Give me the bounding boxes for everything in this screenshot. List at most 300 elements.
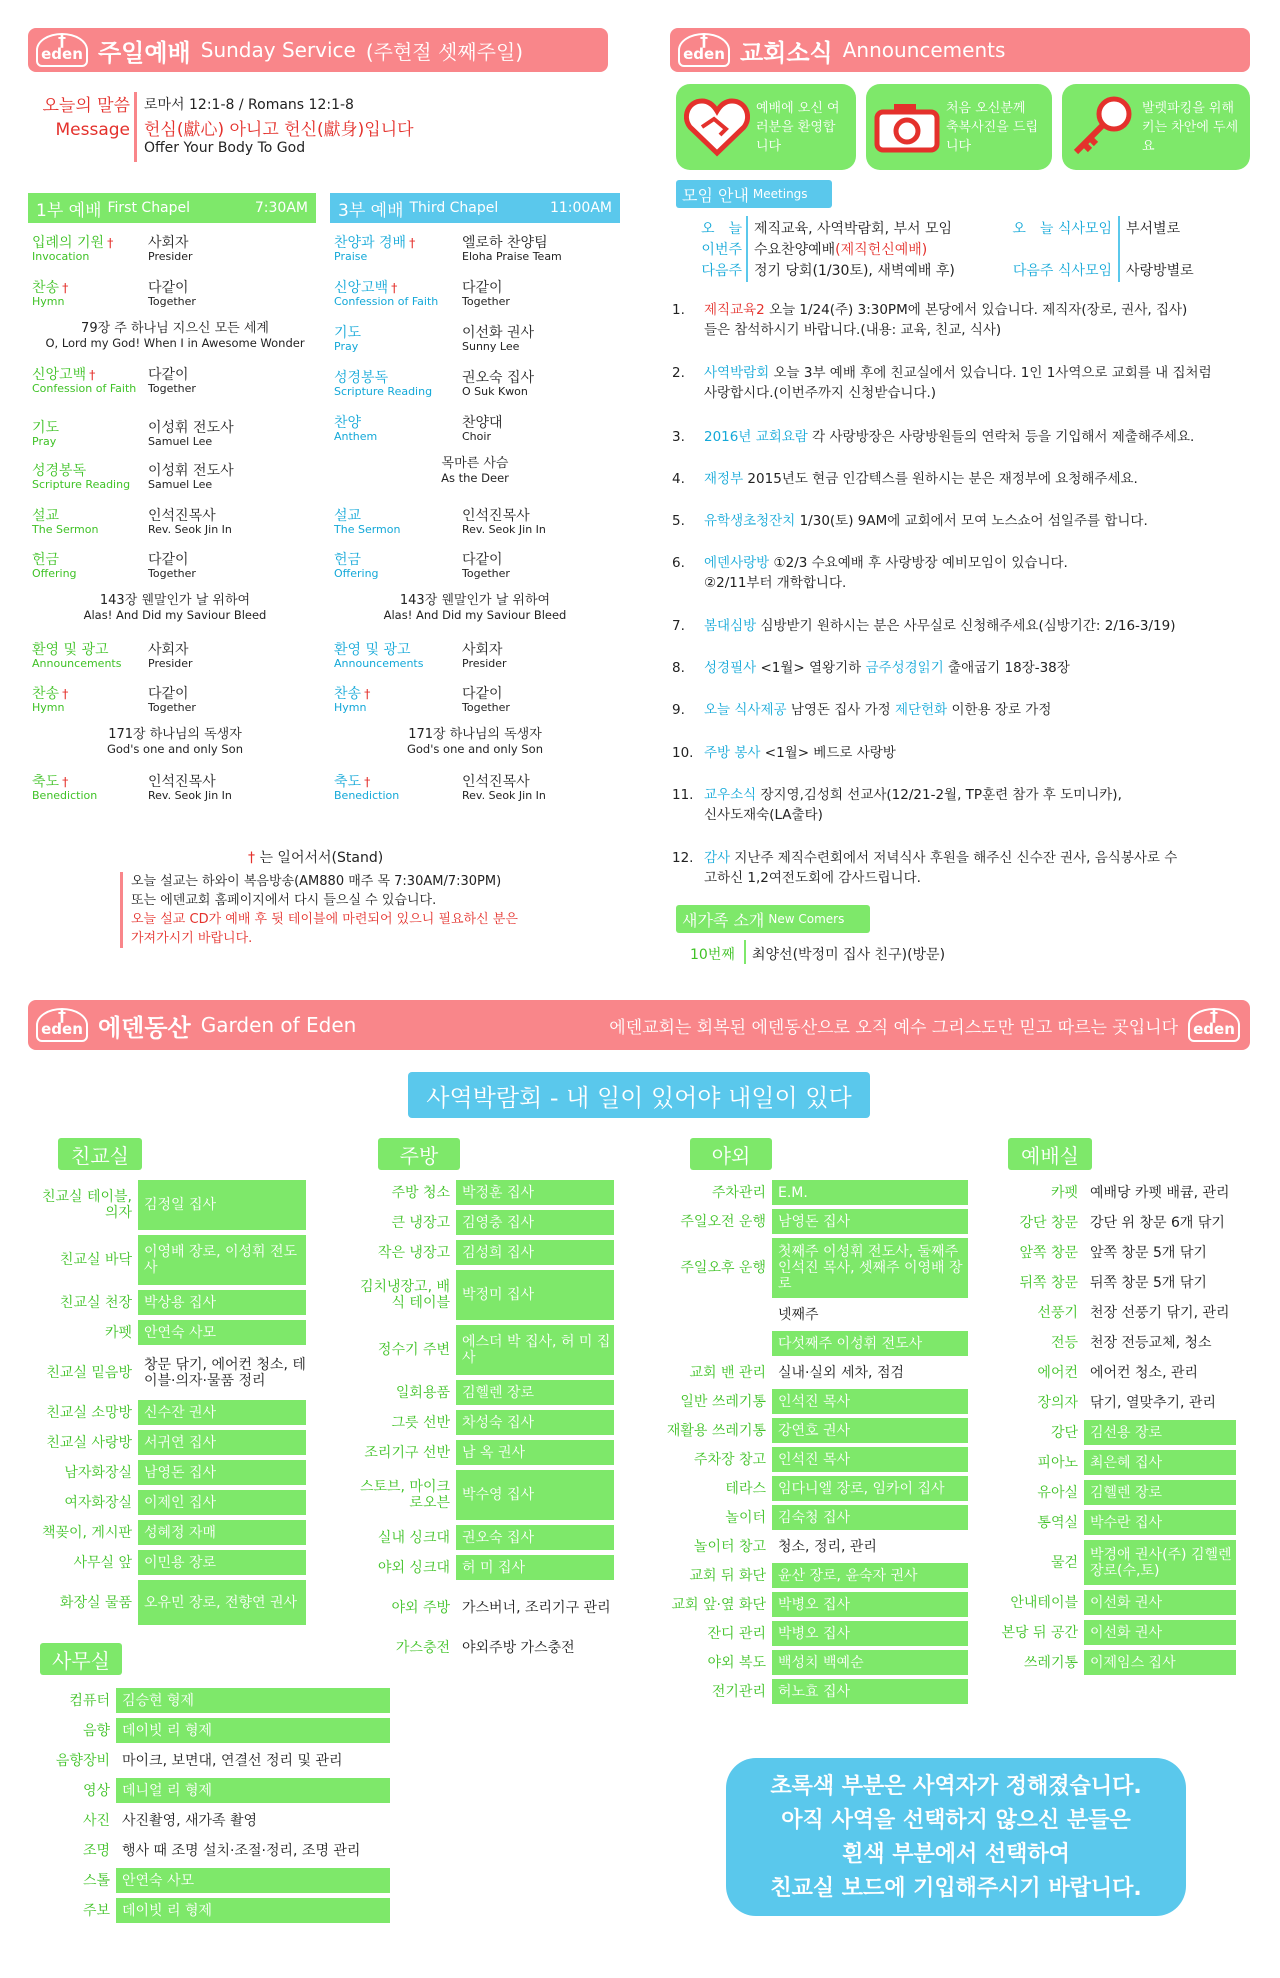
photo-tile [866, 84, 1052, 170]
duty-assignee: 뒤쪽 창문 5개 닦기 [1084, 1270, 1236, 1295]
third-leader-name: 이선화 권사 [462, 325, 535, 341]
meetings-divider [746, 216, 748, 282]
duty-assignee: 허노효 집사 [772, 1679, 968, 1704]
duty-assignee: 인석진 목사 [772, 1447, 968, 1472]
announcement-line [704, 300, 1268, 320]
col3-duty-row [654, 1621, 968, 1646]
meeting-detail-text: 수요찬양예배 [754, 242, 836, 258]
announcement-content [704, 553, 1268, 593]
duty-area: 주일오전 운행 [680, 1213, 766, 1230]
col3-duty-row [654, 1447, 968, 1472]
duty-assignee: 천장 선풍기 닦기, 관리 [1084, 1300, 1236, 1325]
first-leader-name-en: Rev. Seok Jin In [148, 523, 232, 536]
third-leader-name-en: Together [462, 295, 510, 308]
meeting-detail [754, 260, 955, 280]
eden-logo-icon: † eden [36, 1008, 88, 1042]
col4-duty-row [990, 1650, 1236, 1675]
duty-assignee: 안연숙 사모 [138, 1320, 306, 1345]
third-order-item [334, 508, 444, 536]
meeting-detail-text: 제직교육, 사역박람회, 부서 모임 [754, 221, 953, 237]
duty-assignee: 박경애 권사(주) 김헬렌 장로(수,토) [1084, 1540, 1236, 1585]
first-order-title-en: Hymn [32, 701, 65, 714]
col1-duty-row [36, 1400, 306, 1425]
duty-assignee: 이제인 집사 [138, 1490, 306, 1515]
duty-area: 조리기구 선반 [364, 1444, 450, 1461]
col3-duty-row [654, 1180, 968, 1205]
third-order-title-en: Confession of Faith [334, 295, 439, 308]
sunday-title-sub: (주현절 셋째주일) [365, 39, 524, 64]
first-leader-name: 다같이 [148, 686, 189, 702]
stand-note [248, 847, 383, 867]
first-order-title-en: Confession of Faith [32, 382, 137, 395]
third-order-title-en: Hymn [334, 701, 367, 714]
duty-assignee: 김헬렌 장로 [456, 1380, 614, 1405]
duty-assignee: 남 옥 권사 [456, 1440, 614, 1465]
announcement-line [704, 383, 1268, 403]
announcement-number: 12. [672, 850, 694, 866]
announcement-number: 9. [672, 702, 685, 718]
announcement-text: <1월> 베드로 사랑방 [764, 745, 896, 761]
duty-assignee: 김성희 집사 [456, 1240, 614, 1265]
announcement-item [668, 848, 1268, 888]
third-leader-name: 인석진목사 [462, 508, 530, 524]
third-leader-name-en: Rev. Seok Jin In [462, 523, 546, 536]
third-order-item [334, 415, 444, 443]
duty-assignee: 이민용 장로 [138, 1550, 306, 1575]
third-order-leader [462, 774, 546, 802]
duty-area: 남자화장실 [64, 1464, 132, 1481]
duty-area: 놀이터 창고 [693, 1538, 766, 1555]
duty-assignee: 실내·실외 세차, 점검 [772, 1360, 968, 1385]
broadcast-line-1: 오늘 설교는 하와이 복음방송(AM880 매주 목 7:30AM/7:30PM) [131, 874, 502, 889]
announcement-item [668, 469, 1268, 489]
col4-duty-row [990, 1450, 1236, 1475]
col2-duty-row [348, 1635, 614, 1660]
first-order-item [32, 686, 142, 714]
col1-duty-row [36, 1290, 306, 1315]
announcement-text: <1월> 열왕기하 [760, 660, 862, 676]
duty-area: 영상 [82, 1782, 110, 1799]
third-hymn-3-en: God's one and only Son [406, 742, 543, 756]
announcement-content [704, 785, 1268, 825]
announcement-item [668, 658, 1268, 678]
third-order-title: 찬양과 경배 [334, 235, 407, 251]
col4-duty-row [990, 1590, 1236, 1615]
newcomers-label-en: New Comers [768, 912, 845, 926]
announcement-line [704, 511, 1268, 531]
third-order-title-en: Announcements [334, 657, 424, 670]
first-leader-name: 사회자 [148, 235, 189, 251]
duty-assignee: 박병오 집사 [772, 1592, 968, 1617]
duty-area: 음향 [82, 1722, 110, 1739]
announcement-heading-2: 제단헌화 [895, 702, 948, 718]
duty-assignee: 윤산 장로, 윤숙자 권사 [772, 1563, 968, 1588]
third-hymn-2 [330, 594, 620, 622]
duty-assignee: 권오숙 집사 [456, 1525, 614, 1550]
third-psalm [440, 457, 510, 485]
first-order-title: 헌금 [32, 552, 60, 568]
first-order-leader [148, 280, 196, 308]
announcement-content [704, 511, 1268, 531]
third-leader-name-en: Eloha Praise Team [462, 250, 562, 263]
first-hymn-1 [30, 322, 320, 350]
duty-assignee: 임다니엘 장로, 임카이 집사 [772, 1476, 968, 1501]
duty-assignee: 강연호 권사 [772, 1418, 968, 1443]
meal-meeting-label: 오 늘 식사모임 [1012, 221, 1112, 237]
duty-assignee: 데니얼 리 형제 [116, 1778, 390, 1803]
announcement-heading: 사역박람회 [704, 365, 770, 381]
duty-area: 친교실 바닥 [59, 1252, 132, 1268]
announcement-number: 5. [672, 513, 685, 529]
duty-assignee: 천장 전등교체, 청소 [1084, 1330, 1236, 1355]
message-label-en: Message [55, 120, 130, 140]
col2-duty-row [348, 1380, 614, 1405]
third-order-title: 신앙고백 [334, 280, 389, 296]
duty-area: 유아실 [1037, 1484, 1078, 1501]
col2-duty-row [348, 1440, 614, 1465]
duty-area: 잔디 관리 [707, 1625, 766, 1642]
order-title-row [32, 552, 142, 568]
notice-line-3: 흰색 부분에서 선택하여 [842, 1842, 1070, 1867]
first-order-item [32, 463, 142, 491]
duty-assignee: 넷째주 [772, 1302, 968, 1327]
duty-area: 김치냉장고, 배식 테이블 [359, 1279, 450, 1311]
col1-duty-row [36, 1550, 306, 1575]
announcement-number: 6. [672, 555, 685, 571]
duty-assignee: 첫째주 이성휘 전도사, 둘째주 인석진 목사, 셋째주 이영배 장로 [772, 1238, 968, 1298]
col-kitchen-head: 주방 [378, 1138, 460, 1170]
broadcast-line-2: 또는 에덴교회 홈페이지에서 다시 들으실 수 있습니다. [131, 893, 437, 908]
duty-area: 쓰레기통 [1023, 1654, 1078, 1671]
announcement-text: 고하신 1,2여전도회에 감사드립니다. [704, 870, 921, 886]
order-title-row [334, 774, 444, 790]
third-order-title-en: Anthem [334, 430, 378, 443]
announcement-heading: 감사 [704, 850, 731, 866]
order-title-row [334, 370, 444, 386]
third-chapel-header [330, 193, 620, 223]
message-label-ko: 오늘의 말씀 [42, 96, 130, 116]
third-psalm-ko: 목마른 사슴 [441, 456, 509, 471]
announcement-line [704, 616, 1268, 636]
announcement-text: 지난주 제직수련회에서 저녁식사 후원을 해주신 신수잔 권사, 음식봉사로 수 [734, 850, 1178, 866]
meeting-detail [754, 239, 927, 259]
order-title-row [334, 552, 444, 568]
third-leader-name-en: Together [462, 567, 510, 580]
duty-area: 책꽂이, 게시판 [41, 1524, 132, 1541]
order-title-row [32, 463, 142, 479]
duty-area: 정수기 주변 [377, 1342, 450, 1358]
announcement-heading: 교우소식 [704, 787, 757, 803]
third-order-leader [462, 325, 534, 353]
announcement-content [704, 616, 1268, 636]
announcement-content [704, 658, 1268, 678]
duty-area: 친교실 사랑방 [46, 1434, 132, 1451]
meal-meeting-label: 다음주 식사모임 [1012, 263, 1112, 279]
news-title-en: Announcements [842, 38, 1006, 62]
col2-duty-row [348, 1240, 614, 1265]
duty-area: 일반 쓰레기통 [680, 1393, 766, 1410]
third-order-item [334, 642, 444, 670]
announcement-text-2: 이한용 장로 가정 [951, 702, 1052, 718]
duty-assignee: 안연숙 사모 [116, 1868, 390, 1893]
duty-area: 친교실 테이블, 의자 [41, 1189, 132, 1221]
col1-duty-row [36, 1520, 306, 1545]
announcement-text: 남영돈 집사 가정 [790, 702, 891, 718]
sunday-service-header [28, 28, 608, 72]
order-title-row [32, 774, 142, 790]
first-order-item [32, 508, 142, 536]
first-order-title-en: The Sermon [32, 523, 99, 536]
announcement-heading: 성경필사 [704, 660, 757, 676]
first-order-title: 찬송 [32, 686, 60, 702]
duty-assignee: 데이빗 리 형제 [116, 1898, 390, 1923]
stand-cross-icon: † [409, 235, 416, 250]
ministry-fair-banner: 사역박람회 - 내 일이 있어야 내일이 있다 [408, 1072, 870, 1118]
garden-motto: 에덴교회는 회복된 에덴동산으로 오직 예수 그리스도만 믿고 따르는 곳입니다 [609, 1017, 1178, 1038]
notice-line-4: 친교실 보드에 기입해주시기 바랍니다. [770, 1876, 1142, 1901]
announcement-content [704, 743, 1268, 763]
photo-tile-text: 처음 오신분께 축복사진을 드립니다 [946, 100, 1039, 154]
order-title-row [334, 642, 444, 658]
first-leader-name: 인석진목사 [148, 774, 216, 790]
duty-assignee: 이제임스 집사 [1084, 1650, 1236, 1675]
stand-cross-icon: † [62, 686, 69, 701]
duty-area: 전등 [1050, 1334, 1078, 1351]
notice-box [726, 1758, 1186, 1916]
meeting-day: 다음주 [701, 263, 742, 279]
third-leader-name-en: Rev. Seok Jin In [462, 789, 546, 802]
first-hymn-2-en: Alas! And Did my Saviour Bleed [83, 608, 267, 622]
duty-assignee: 신수잔 권사 [138, 1400, 306, 1425]
duty-assignee: 박수영 집사 [456, 1470, 614, 1520]
duty-assignee: 앞쪽 창문 5개 닦기 [1084, 1240, 1236, 1265]
duty-area: 조명 [82, 1842, 110, 1859]
valet-tile-text: 발렛파킹을 위해 키는 차안에 두세요 [1142, 100, 1239, 154]
garden-title-en: Garden of Eden [200, 1013, 357, 1037]
third-psalm-en: As the Deer [441, 471, 509, 485]
first-order-leader [148, 367, 196, 395]
col1-duty-row [36, 1235, 306, 1285]
col-sanctuary-head: 예배실 [1008, 1138, 1092, 1170]
announcement-line [704, 785, 1268, 805]
duty-assignee: 박병오 집사 [772, 1621, 968, 1646]
duty-assignee: 강단 위 창문 6개 닦기 [1084, 1210, 1236, 1235]
order-title-row [334, 415, 444, 431]
stand-cross-icon: † [62, 774, 69, 789]
duty-assignee: 에스더 박 집사, 허 미 집사 [456, 1325, 614, 1375]
third-order-leader [462, 415, 503, 443]
announcement-line [704, 363, 1268, 383]
third-order-item [334, 686, 444, 714]
announcement-content [704, 363, 1268, 403]
first-leader-name: 다같이 [148, 552, 189, 568]
news-title-ko: 교회소식 [740, 38, 833, 67]
col5-duty-row [36, 1868, 390, 1893]
col1-duty-row [36, 1320, 306, 1345]
third-order-item [334, 774, 444, 802]
third-leader-name-en: Presider [462, 657, 507, 670]
third-order-item [334, 370, 444, 398]
first-order-leader [148, 235, 193, 263]
first-leader-name: 사회자 [148, 642, 189, 658]
message-label [34, 94, 130, 142]
third-leader-name-en: Choir [462, 430, 491, 443]
announcement-line [704, 658, 1268, 678]
first-order-title-en: Scripture Reading [32, 478, 131, 491]
stand-cross-icon: † [107, 235, 114, 250]
duty-assignee: 사진촬영, 새가족 촬영 [116, 1808, 390, 1833]
announcement-content [704, 700, 1268, 720]
first-order-leader [148, 774, 232, 802]
duty-assignee: 김숙청 집사 [772, 1505, 968, 1530]
first-leader-name-en: Presider [148, 657, 193, 670]
col1-duty-row [36, 1490, 306, 1515]
col2-duty-row [348, 1325, 614, 1375]
newcomers-label [676, 905, 870, 933]
duty-assignee: 허 미 집사 [456, 1555, 614, 1580]
first-order-leader [148, 420, 234, 448]
col5-duty-row [36, 1688, 390, 1713]
duty-area: 큰 냉장고 [391, 1214, 450, 1231]
third-order-title-en: The Sermon [334, 523, 401, 536]
col1-duty-row [36, 1460, 306, 1485]
first-leader-name-en: Together [148, 701, 196, 714]
announcement-text: 사랑합시다.(이번주까지 신청받습니다.) [704, 385, 937, 401]
announcement-heading: 에덴사랑방 [704, 555, 770, 571]
first-order-item [32, 774, 142, 802]
duty-area: 전기관리 [711, 1683, 766, 1700]
first-hymn-1-en: O, Lord my God! When I in Awesome Wonder [45, 336, 305, 350]
duty-assignee: 예배당 카펫 배큠, 관리 [1084, 1180, 1236, 1205]
announcement-line [704, 868, 1268, 888]
eden-logo-icon: † eden [678, 33, 730, 67]
announcement-heading: 주방 봉사 [704, 745, 761, 761]
announcement-item [668, 743, 1268, 763]
meeting-detail-highlight: (제직헌신예배) [835, 242, 928, 258]
duty-assignee: 김헬렌 장로 [1084, 1480, 1236, 1505]
announcement-heading: 재정부 [704, 471, 744, 487]
notice-line-1: 초록색 부분은 사역자가 정해졌습니다. [770, 1774, 1142, 1799]
heart-handshake-icon [682, 92, 752, 162]
announcement-text: ①2/3 수요예배 후 사랑방장 예비모임이 있습니다. [773, 555, 1068, 571]
duty-area: 주방 청소 [391, 1184, 450, 1201]
duty-area: 사진 [82, 1812, 110, 1829]
col4-duty-row [990, 1270, 1236, 1295]
announcements-header [670, 28, 1250, 72]
third-order-title-en: Offering [334, 567, 379, 580]
first-order-leader [148, 463, 234, 491]
col1-duty-row [36, 1580, 306, 1625]
col3-duty-row [654, 1563, 968, 1588]
announcement-item [668, 700, 1268, 720]
third-leader-name-en: Together [462, 701, 510, 714]
duty-assignee: 이선화 권사 [1084, 1590, 1236, 1615]
duty-area: 음향장비 [55, 1752, 110, 1769]
announcement-heading-2: 금주성경읽기 [865, 660, 944, 676]
col4-duty-row [990, 1330, 1236, 1355]
col3-duty-row [654, 1505, 968, 1530]
first-order-item [32, 235, 142, 263]
col3-duty-row [654, 1650, 968, 1675]
col5-duty-row [36, 1778, 390, 1803]
announcement-number: 1. [672, 302, 685, 318]
broadcast-cd-line-2: 가져가시기 바랍니다. [131, 931, 253, 946]
duty-assignee: 창문 닦기, 에어컨 청소, 테이블·의자·물품 정리 [138, 1350, 306, 1395]
announcement-text: 들은 참석하시기 바랍니다.(내용: 교육, 친교, 식사) [704, 322, 1002, 338]
sermon-title-en: Offer Your Body To God [144, 140, 306, 156]
duty-area: 에어컨 [1037, 1364, 1078, 1381]
stand-cross-icon: † [391, 280, 398, 295]
duty-assignee: 성혜정 자매 [138, 1520, 306, 1545]
col3-duty-row [654, 1534, 968, 1559]
announcement-line [704, 427, 1268, 447]
third-order-item [334, 552, 444, 580]
order-title-row [334, 686, 444, 702]
stand-cross-icon: † [364, 686, 371, 701]
col4-duty-row [990, 1240, 1236, 1265]
stand-cross-icon: † [248, 850, 255, 866]
meeting-day: 이번주 [701, 242, 742, 258]
first-order-item [32, 367, 142, 395]
meetings-label-ko: 모임 안내 [682, 185, 749, 205]
col1-duty-row [36, 1180, 306, 1230]
col1-duty-row [36, 1430, 306, 1455]
duty-area: 통역실 [1037, 1514, 1078, 1531]
duty-area: 교회 뒤 화단 [689, 1567, 766, 1584]
duty-area: 피아노 [1037, 1454, 1078, 1471]
order-title-row [334, 280, 444, 296]
third-hymn-2-en: Alas! And Did my Saviour Bleed [383, 608, 567, 622]
newcomer-divider [744, 940, 746, 964]
duty-assignee: 김승현 형제 [116, 1688, 390, 1713]
announcement-heading: 제직교육2 [704, 302, 765, 318]
welcome-tile [676, 84, 856, 170]
third-order-leader [462, 508, 546, 536]
duty-area: 주차관리 [711, 1184, 766, 1201]
third-leader-name: 인석진목사 [462, 774, 530, 790]
meeting-detail [754, 218, 952, 238]
first-order-item [32, 552, 142, 580]
duty-area: 강단 [1050, 1424, 1078, 1441]
announcement-line [704, 320, 1268, 340]
third-order-title-en: Pray [334, 340, 359, 353]
meal-divider [1118, 216, 1120, 282]
first-leader-name: 이성휘 전도사 [148, 463, 234, 479]
duty-area: 친교실 밑음방 [46, 1364, 132, 1381]
announcement-text: 1/30(토) 9AM에 교회에서 모여 노스쇼어 섬일주를 합니다. [799, 513, 1148, 529]
announcement-text: 2015년도 현금 인감텍스를 원하시는 분은 재정부에 요청해주세요. [747, 471, 1138, 487]
duty-assignee: 김정일 집사 [138, 1180, 306, 1230]
third-order-title: 찬양 [334, 415, 362, 431]
broadcast-box [120, 872, 550, 948]
order-title-row [32, 235, 142, 251]
first-order-leader [148, 686, 196, 714]
announcement-line [704, 805, 1268, 825]
duty-area: 그릇 선반 [391, 1414, 450, 1431]
announcement-number: 2. [672, 365, 685, 381]
duty-area: 스토브, 마이크로오븐 [359, 1479, 450, 1511]
third-chapel-label-en: Third Chapel [409, 200, 499, 216]
first-leader-name-en: Samuel Lee [148, 478, 213, 491]
order-title-row [32, 686, 142, 702]
announcement-line [704, 553, 1268, 573]
meeting-day: 오 늘 [700, 221, 742, 237]
first-order-title: 입례의 기원 [32, 235, 105, 251]
first-order-title: 기도 [32, 420, 60, 436]
third-order-leader [462, 642, 507, 670]
announcement-content [704, 427, 1268, 447]
col4-duty-row [990, 1420, 1236, 1445]
